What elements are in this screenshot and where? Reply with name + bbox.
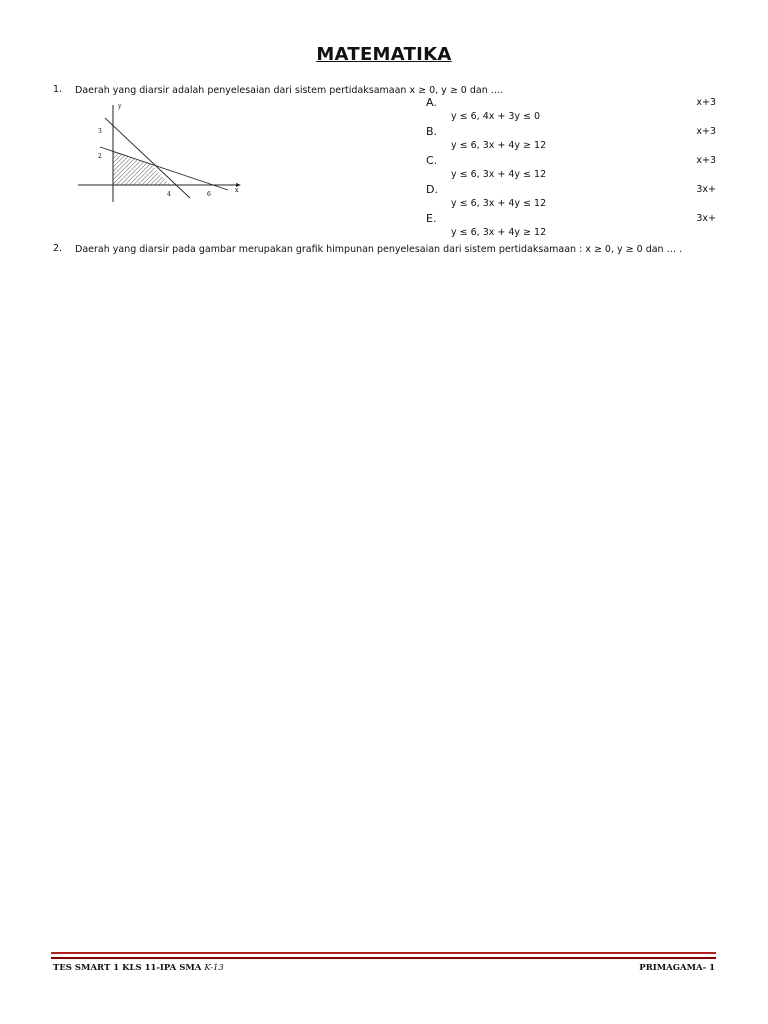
- option-text-continued: y ≤ 6, 4x + 3y ≤ 0: [451, 111, 541, 122]
- x-tick-label: 6: [207, 191, 211, 198]
- option-letter: E.: [426, 212, 437, 225]
- option-text-continued: y ≤ 6, 3x + 4y ≥ 12: [451, 227, 547, 238]
- footer-curriculum: K-13: [204, 963, 224, 973]
- x-tick-label: 4: [167, 191, 171, 198]
- option-text-continued: y ≤ 6, 3x + 4y ≤ 12: [451, 169, 547, 180]
- option-text-start: 3x+: [696, 213, 716, 224]
- option-text-start: x+3: [696, 97, 716, 108]
- option-text-start: x+3: [696, 155, 716, 166]
- option-c[interactable]: [426, 154, 716, 183]
- y-axis-label: y: [118, 103, 122, 110]
- option-text-start: x+3: [696, 126, 716, 137]
- question-1-options: [426, 96, 716, 241]
- y-tick-label: 2: [98, 153, 102, 160]
- question-2-text: Daerah yang diarsir pada gambar merupakan grafik himpunan penyelesaian dari sistem pertidaksamaan : x ≥ 0, y ≥ 0 dan … .: [75, 244, 683, 255]
- option-e[interactable]: [426, 212, 716, 241]
- question-1-number: 1.: [53, 84, 63, 95]
- footer-page-label: PRIMAGAMA- 1: [639, 963, 715, 973]
- question-1-text: Daerah yang diarsir adalah penyelesaian dari sistem pertidaksamaan x ≥ 0, y ≥ 0 dan ….: [75, 85, 504, 96]
- x-axis-label: x: [235, 187, 239, 194]
- page-title: MATEMATIKA: [316, 44, 452, 65]
- option-text-continued: y ≤ 6, 3x + 4y ≤ 12: [451, 198, 547, 209]
- y-tick-label: 3: [98, 128, 102, 135]
- option-text-continued: y ≤ 6, 3x + 4y ≥ 12: [451, 140, 547, 151]
- footer-divider: [51, 957, 716, 959]
- shaded-region: [113, 152, 170, 185]
- footer-left-text: [53, 963, 224, 973]
- option-a[interactable]: [426, 96, 716, 125]
- question-2-number: 2.: [53, 243, 63, 254]
- question-1-graph: [78, 100, 248, 209]
- option-letter: B.: [426, 125, 438, 138]
- graph-svg: [78, 100, 248, 205]
- option-letter: A.: [426, 96, 437, 109]
- option-letter: D.: [426, 183, 438, 196]
- footer-course: TES SMART 1 KLS 11-IPA SMA: [53, 963, 205, 973]
- option-d[interactable]: [426, 183, 716, 212]
- option-b[interactable]: [426, 125, 716, 154]
- footer-divider: [51, 952, 716, 954]
- option-letter: C.: [426, 154, 438, 167]
- option-text-start: 3x+: [696, 184, 716, 195]
